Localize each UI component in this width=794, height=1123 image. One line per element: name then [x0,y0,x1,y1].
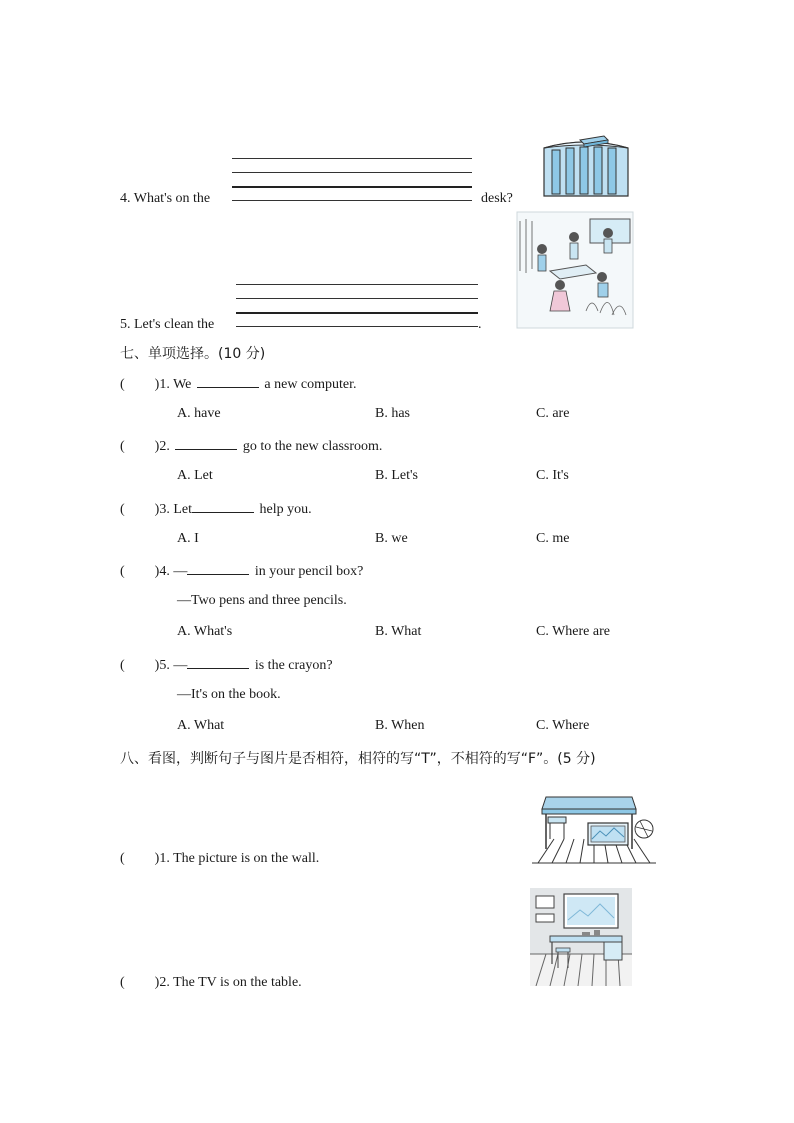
question-row: ( )2. go to the new classroom. [120,439,383,454]
q5-suffix: . [478,317,482,332]
question-row: ( )4. — in your pencil box? [120,564,364,579]
question-row: ( )1. We a new computer. [120,377,357,392]
q5-prefix: 5. Let's clean the [120,317,215,332]
option-b: B. Let's [375,468,418,483]
writing-line [236,284,478,285]
q4-prefix: 4. What's on the [120,191,211,206]
judge-row: ( )1. The picture is on the wall. [120,851,320,866]
room-with-table-and-picture-illustration [532,787,656,865]
writing-line[interactable] [236,326,478,327]
fill-blank[interactable] [175,437,237,450]
answer-paren[interactable]: ( [120,439,125,454]
option-c: C. Where are [536,624,610,639]
answer-paren[interactable]: ( [120,658,125,673]
option-c: C. It's [536,468,569,483]
writing-line[interactable] [232,200,472,201]
answer-line: —It's on the book. [177,687,281,702]
fill-blank[interactable] [187,562,249,575]
fill-blank[interactable] [187,656,249,669]
option-a: A. What [177,718,225,733]
judge-row: ( )2. The TV is on the table. [120,975,302,990]
option-a: A. What's [177,624,233,639]
option-b: B. has [375,406,410,421]
section-8-heading: 八、看图，判断句子与图片是否相符，相符的写“T”，不相符的写“F”。(5 分) [120,751,596,767]
section-7-heading: 七、单项选择。(10 分) [120,346,266,362]
writing-line [236,312,478,314]
writing-line [232,186,472,188]
option-c: C. Where [536,718,590,733]
fill-blank[interactable] [192,500,254,513]
teacher-desk-illustration [538,126,634,200]
option-a: A. I [177,531,199,546]
option-c: C. are [536,406,570,421]
option-c: C. me [536,531,570,546]
writing-line [232,158,472,159]
q4-suffix: desk? [481,191,513,206]
writing-line [232,172,472,173]
answer-line: —Two pens and three pencils. [177,593,347,608]
option-b: B. When [375,718,425,733]
room-with-tv-and-table-illustration [530,888,632,986]
option-a: A. Let [177,468,213,483]
answer-paren[interactable]: ( [120,851,125,866]
option-b: B. we [375,531,408,546]
answer-paren[interactable]: ( [120,502,125,517]
option-b: B. What [375,624,422,639]
option-a: A. have [177,406,221,421]
question-row: ( )3. Let help you. [120,502,312,517]
answer-paren[interactable]: ( [120,377,125,392]
answer-paren[interactable]: ( [120,975,125,990]
fill-blank[interactable] [197,375,259,388]
answer-paren[interactable]: ( [120,564,125,579]
writing-line [236,298,478,299]
classroom-cleaning-illustration [516,211,634,329]
question-row: ( )5. — is the crayon? [120,658,333,673]
